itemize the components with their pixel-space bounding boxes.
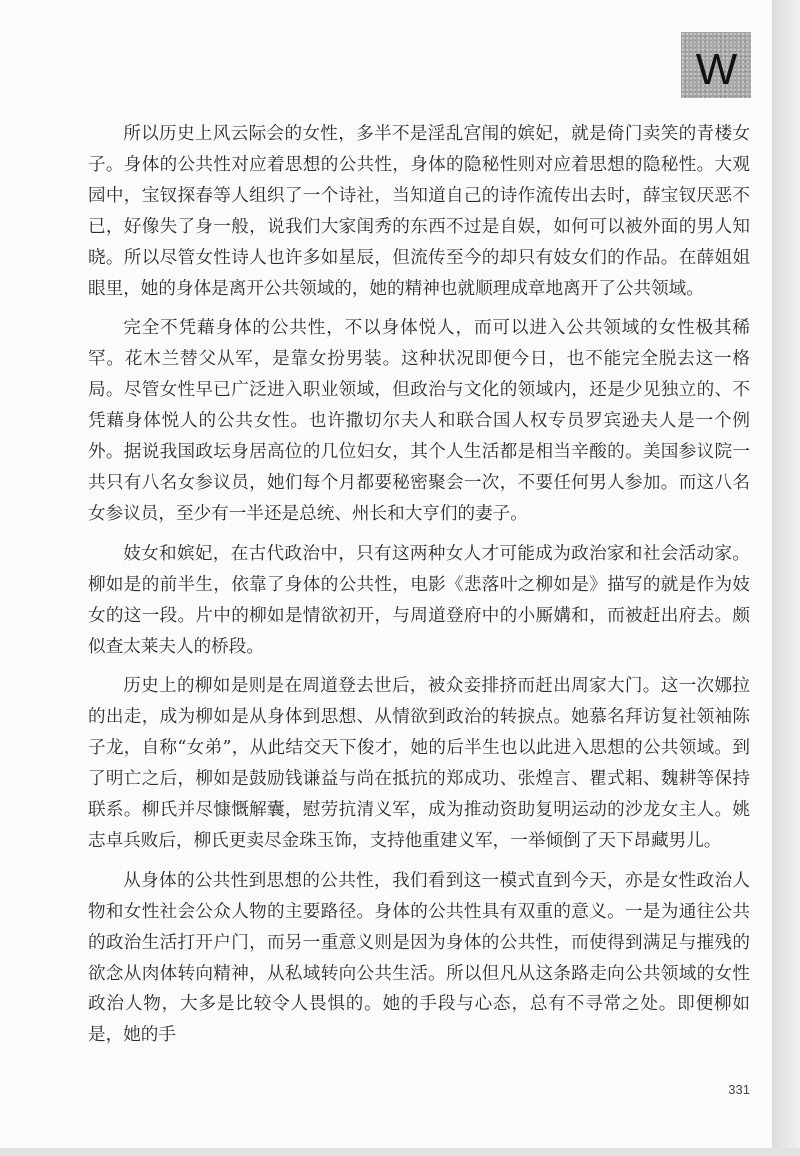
paragraph: 历史上的柳如是则是在周道登去世后，被众妾排挤而赶出周家大门。这一次娜拉的出走，成为柳如是从身体到思想、从情欲到政治的转捩点。她慕名拜访复社领袖陈子龙，自称“女弟”，从此结交天下俊才，她的后半生也以此进入思想的公共领域。到了明亡之后，柳如是鼓励钱谦益与尚在抵抗的郑成功、张煌言、瞿式耜、魏耕等保持联系。柳氏并尽慷慨解囊，慰劳抗清义军，成为推动资助复明运动的沙龙女主人。姚志卓兵败后，柳氏更卖尽金珠玉饰，支持他重建义军，一举倾倒了天下昂藏男儿。	[88, 676, 750, 851]
section-tab	[681, 32, 751, 98]
page-number: 331	[728, 1082, 750, 1097]
paragraph: 妓女和嫔妃，在古代政治中，只有这两种女人才可能成为政治家和社会活动家。柳如是的前半生，依靠了身体的公共性，电影《悲落叶之柳如是》描写的就是作为妓女的这一段。片中的柳如是情欲初开，与周道登府中的小厮媾和，而被赶出府去。颇似查太莱夫人的桥段。	[88, 543, 750, 657]
paragraph: 完全不凭藉身体的公共性，不以身体悦人，而可以进入公共领域的女性极其稀罕。花木兰替父从军，是靠女扮男装。这种状况即便今日，也不能完全脱去这一格局。尽管女性早已广泛进入职业领域，但政治与文化的领域内，还是少见独立的、不凭藉身体悦人的公共女性。也许撒切尔夫人和联合国人权专员罗宾逊夫人是一个例外。据说我国政坛身居高位的几位妇女，其个人生活都是相当辛酸的。美国参议院一共只有八名女参议员，她们每个月都要秘密聚会一次，不要任何男人参加。而这八名女参议员，至少有一半还是总统、州长和大亨们的妻子。	[88, 318, 750, 524]
page-edge	[0, 1148, 800, 1156]
section-letter: W	[695, 45, 737, 94]
body-text	[88, 119, 750, 1060]
book-gutter	[772, 0, 800, 1156]
paragraph: 从身体的公共性到思想的公共性，我们看到这一模式直到今天，亦是女性政治人物和女性社会公众人物的主要路径。身体的公共性具有双重的意义。一是为通往公共的政治生活打开户门，而另一重意义则是因为身体的公共性，而使得到满足与摧残的欲念从肉体转向精神，从私域转向公共生活。所以但凡从这条路走向公共领域的女性政治人物，大多是比较令人畏惧的。她的手段与心态，总有不寻常之处。即便柳如是，她的手	[88, 870, 750, 1046]
paragraph: 所以历史上风云际会的女性，多半不是淫乱宫闱的嫔妃，就是倚门卖笑的青楼女子。身体的公共性对应着思想的公共性，身体的隐秘性则对应着思想的隐秘性。大观园中，宝钗探春等人组织了一个诗社，当知道自己的诗作流传出去时，薛宝钗厌恶不已，好像失了身一般，说我们大家闺秀的东西不过是自娱，如何可以被外面的男人知晓。所以尽管女性诗人也许多如星辰，但流传至今的却只有妓女们的作品。在薛姐姐眼里，她的身体是离开公共领域的，她的精神也就顺理成章地离开了公共领域。	[88, 124, 750, 299]
